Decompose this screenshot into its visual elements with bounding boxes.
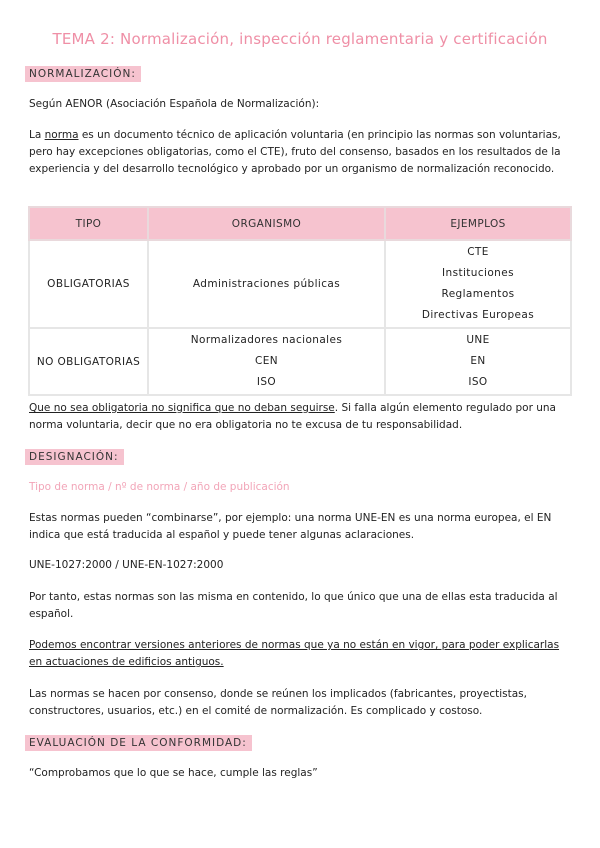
list-item: UNE (466, 334, 490, 346)
header-tipo: TIPO (29, 207, 148, 240)
norma-rest: es un documento técnico de aplicación voluntaria (en principio las normas son voluntarias, pero hay excepciones obligatorias, como el CTE), fruto del consenso, basados en los resultados de la experiencia y del desarrollo tecnológico y aprobado por un organismo de normalización reconocido. (29, 129, 561, 175)
normas-table (28, 206, 572, 396)
norma-term: norma (44, 129, 79, 141)
obligatoria-paragraph (29, 400, 574, 434)
row2-tipo: NO OBLIGATORIAS (29, 328, 148, 395)
list-item: Reglamentos (441, 288, 515, 300)
row1-organismo: Administraciones públicas (148, 240, 385, 328)
section-normalizacion-heading: NORMALIZACIÓN: (25, 66, 141, 82)
list-item: CEN (254, 355, 279, 367)
list-item: Instituciones (442, 267, 514, 279)
list-item: Normalizadores nacionales (190, 334, 343, 346)
table-row (29, 240, 571, 328)
obligatoria-underlined: Que no sea obligatoria no significa que no deban seguirse (29, 402, 335, 414)
header-organismo: ORGANISMO (148, 207, 385, 240)
consenso-paragraph: Las normas se hacen por consenso, donde se reúnen los implicados (fabricantes, proyectistas, constructores, usuarios, etc.) en el comité de normalización. Es complicado y costoso. (29, 688, 527, 717)
table-header-row (29, 207, 571, 240)
list-item: ISO (468, 376, 488, 388)
list-item: ISO (256, 376, 277, 388)
row1-tipo: OBLIGATORIAS (29, 240, 148, 328)
obligatoria-rest: . Si falla algún elemento regulado por una norma voluntaria, decir que no era obligatoria no te excusa de tu responsabilidad. (29, 402, 556, 431)
header-ejemplos: EJEMPLOS (385, 207, 571, 240)
norma-pre: La (29, 129, 45, 141)
combinarse-paragraph: Estas normas pueden “combinarse”, por ejemplo: una norma UNE-EN es una norma europea, el EN indica que está traducida al español y puede tener algunas aclaraciones. (29, 512, 552, 541)
list-item: Directivas Europeas (421, 309, 535, 321)
list-item: CTE (467, 246, 489, 258)
section-evaluacion-heading: EVALUACIÓN DE LA CONFORMIDAD: (25, 735, 252, 751)
versiones-paragraph: Podemos encontrar versiones anteriores de normas que ya no están en vigor, para poder explicarlas en actuaciones de edificios antiguos. (29, 639, 560, 668)
quote-text: “Comprobamos que lo que se hace, cumple las reglas” (29, 767, 318, 779)
row2-ejemplos (385, 328, 571, 395)
portanto-paragraph: Por tanto, estas normas son las misma en contenido, lo que único que una de ellas esta traducida al español. (29, 591, 558, 620)
norma-definition-paragraph (29, 127, 574, 178)
row2-organismos (148, 328, 385, 395)
aenor-paragraph: Según AENOR (Asociación Española de Normalización): (29, 98, 320, 110)
page-title: TEMA 2: Normalización, inspección reglamentaria y certificación (52, 30, 548, 48)
section-designacion-heading: DESIGNACIÓN: (25, 449, 124, 465)
designation-format-text: Tipo de norma / nº de norma / año de publicación (29, 481, 290, 493)
row1-ejemplos (385, 240, 571, 328)
table-row (29, 328, 571, 395)
norm-codes-text: UNE-1027:2000 / UNE-EN-1027:2000 (29, 559, 224, 571)
list-item: EN (470, 355, 486, 367)
